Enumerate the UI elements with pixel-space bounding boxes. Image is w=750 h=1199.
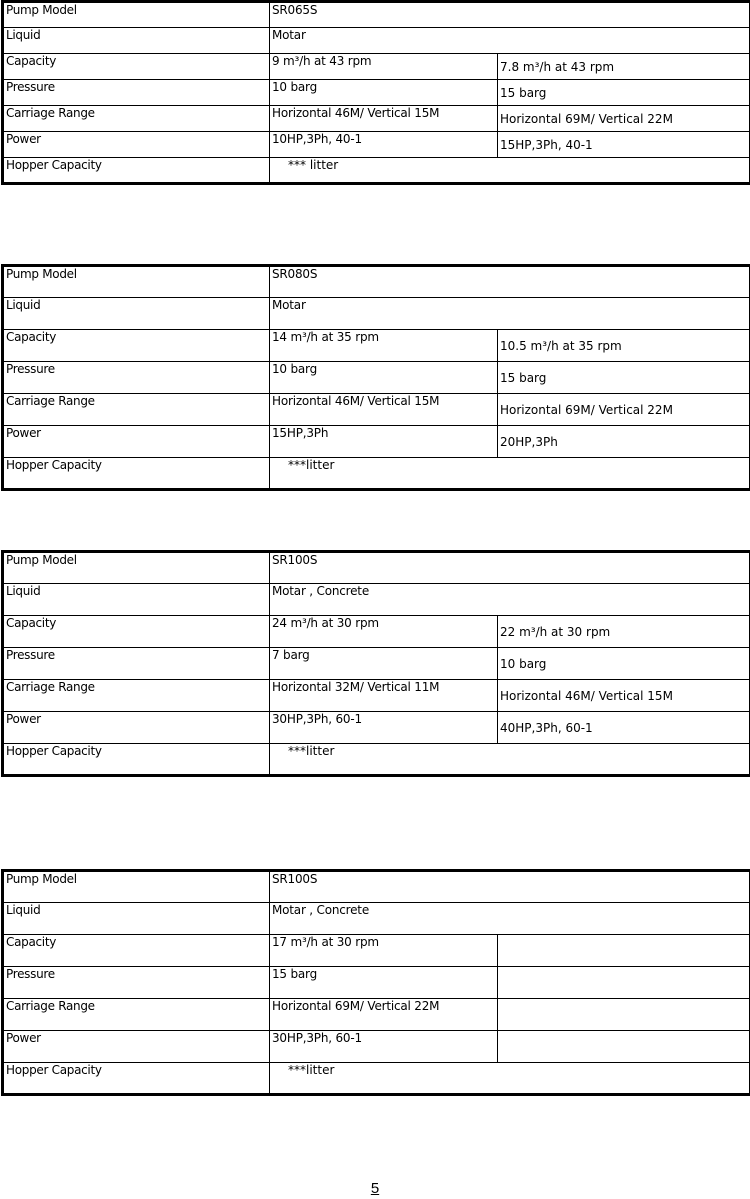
- table-row: [3, 935, 750, 967]
- capacity-value-a: 17 m³/h at 30 rpm: [270, 935, 498, 967]
- table-row: [3, 28, 750, 54]
- power-value-a: 15HP,3Ph: [270, 426, 498, 458]
- table-row: [3, 158, 750, 184]
- model-label: Pump Model: [3, 871, 270, 903]
- pressure-value-a: 7 barg: [270, 648, 498, 680]
- pressure-label: Pressure: [3, 648, 270, 680]
- table-row: [3, 584, 750, 616]
- table-row: [3, 744, 750, 776]
- model-value: SR065S: [270, 2, 750, 28]
- table-row: [3, 871, 750, 903]
- liquid-value: Motar: [270, 298, 750, 330]
- table-row: [3, 552, 750, 584]
- carriage-value-a: Horizontal 69M/ Vertical 22M: [270, 999, 498, 1031]
- carriage-label: Carriage Range: [3, 106, 270, 132]
- power-value-b: 20HP,3Ph: [498, 426, 750, 458]
- hopper-label: Hopper Capacity: [3, 458, 270, 490]
- table-row: [3, 616, 750, 648]
- power-value-b: 40HP,3Ph, 60-1: [498, 712, 750, 744]
- spec-table-sr100s: [1, 550, 750, 777]
- pressure-value-a: 15 barg: [270, 967, 498, 999]
- table-row: [3, 106, 750, 132]
- carriage-value-a: Horizontal 46M/ Vertical 15M: [270, 106, 498, 132]
- hopper-label: Hopper Capacity: [3, 744, 270, 776]
- model-label: Pump Model: [3, 266, 270, 298]
- table-row: [3, 426, 750, 458]
- carriage-label: Carriage Range: [3, 999, 270, 1031]
- capacity-label: Capacity: [3, 935, 270, 967]
- pressure-value-b: [498, 967, 750, 999]
- liquid-value: Motar , Concrete: [270, 903, 750, 935]
- capacity-value-b: [498, 935, 750, 967]
- carriage-value-b: [498, 999, 750, 1031]
- table-row: [3, 648, 750, 680]
- capacity-label: Capacity: [3, 616, 270, 648]
- pressure-value-a: 10 barg: [270, 362, 498, 394]
- capacity-value-b: 22 m³/h at 30 rpm: [498, 616, 750, 648]
- liquid-label: Liquid: [3, 584, 270, 616]
- power-value-b: 15HP,3Ph, 40-1: [498, 132, 750, 158]
- power-value-a: 30HP,3Ph, 60-1: [270, 712, 498, 744]
- carriage-value-b: Horizontal 69M/ Vertical 22M: [498, 106, 750, 132]
- table-row: [3, 54, 750, 80]
- table-row: [3, 1063, 750, 1095]
- table-row: [3, 132, 750, 158]
- liquid-label: Liquid: [3, 298, 270, 330]
- table-row: [3, 266, 750, 298]
- capacity-value-b: 7.8 m³/h at 43 rpm: [498, 54, 750, 80]
- carriage-value-a: Horizontal 32M/ Vertical 11M: [270, 680, 498, 712]
- table-row: [3, 903, 750, 935]
- table-row: [3, 394, 750, 426]
- table-row: [3, 458, 750, 490]
- power-label: Power: [3, 426, 270, 458]
- pressure-label: Pressure: [3, 362, 270, 394]
- capacity-value-a: 24 m³/h at 30 rpm: [270, 616, 498, 648]
- table-row: [3, 362, 750, 394]
- spec-table-sr100s-alt: [1, 869, 750, 1096]
- capacity-label: Capacity: [3, 330, 270, 362]
- pressure-value-b: 10 barg: [498, 648, 750, 680]
- spec-table-sr065s: [1, 0, 750, 185]
- pressure-value-b: 15 barg: [498, 80, 750, 106]
- model-label: Pump Model: [3, 552, 270, 584]
- pressure-value-b: 15 barg: [498, 362, 750, 394]
- power-label: Power: [3, 712, 270, 744]
- hopper-label: Hopper Capacity: [3, 158, 270, 184]
- power-value-a: 10HP,3Ph, 40-1: [270, 132, 498, 158]
- page-number: 5: [370, 1180, 380, 1197]
- hopper-value: ***litter: [270, 744, 750, 776]
- spec-table-sr080s: [1, 264, 750, 491]
- table-row: [3, 298, 750, 330]
- model-value: SR100S: [270, 871, 750, 903]
- capacity-label: Capacity: [3, 54, 270, 80]
- table-row: [3, 1031, 750, 1063]
- capacity-value-b: 10.5 m³/h at 35 rpm: [498, 330, 750, 362]
- power-label: Power: [3, 1031, 270, 1063]
- liquid-value: Motar: [270, 28, 750, 54]
- carriage-label: Carriage Range: [3, 680, 270, 712]
- table-row: [3, 680, 750, 712]
- table-row: [3, 2, 750, 28]
- table-row: [3, 999, 750, 1031]
- hopper-value: ***litter: [270, 458, 750, 490]
- pressure-value-a: 10 barg: [270, 80, 498, 106]
- power-label: Power: [3, 132, 270, 158]
- carriage-value-b: Horizontal 46M/ Vertical 15M: [498, 680, 750, 712]
- carriage-value-b: Horizontal 69M/ Vertical 22M: [498, 394, 750, 426]
- carriage-label: Carriage Range: [3, 394, 270, 426]
- pressure-label: Pressure: [3, 80, 270, 106]
- liquid-label: Liquid: [3, 28, 270, 54]
- power-value-a: 30HP,3Ph, 60-1: [270, 1031, 498, 1063]
- hopper-value: *** litter: [270, 158, 750, 184]
- power-value-b: [498, 1031, 750, 1063]
- model-label: Pump Model: [3, 2, 270, 28]
- capacity-value-a: 9 m³/h at 43 rpm: [270, 54, 498, 80]
- hopper-value: ***litter: [270, 1063, 750, 1095]
- model-value: SR080S: [270, 266, 750, 298]
- capacity-value-a: 14 m³/h at 35 rpm: [270, 330, 498, 362]
- table-row: [3, 330, 750, 362]
- carriage-value-a: Horizontal 46M/ Vertical 15M: [270, 394, 498, 426]
- table-row: [3, 80, 750, 106]
- pressure-label: Pressure: [3, 967, 270, 999]
- table-row: [3, 712, 750, 744]
- hopper-label: Hopper Capacity: [3, 1063, 270, 1095]
- model-value: SR100S: [270, 552, 750, 584]
- liquid-value: Motar , Concrete: [270, 584, 750, 616]
- liquid-label: Liquid: [3, 903, 270, 935]
- table-row: [3, 967, 750, 999]
